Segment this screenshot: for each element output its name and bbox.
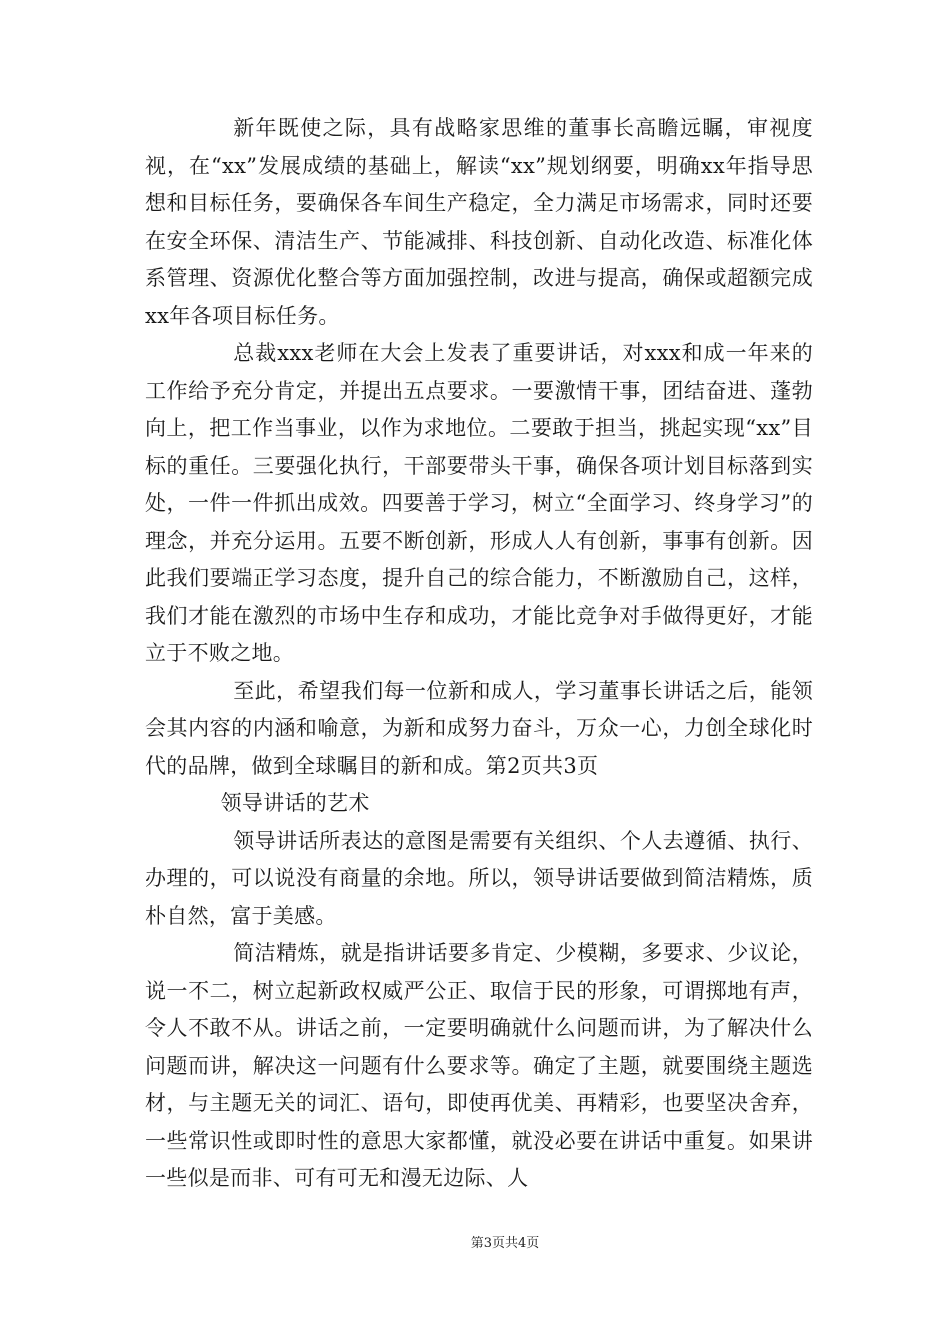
page-number-footer: 第3页共4页 [470,1236,540,1251]
section-paragraph: 简洁精炼，就是指讲话要多肯定、少模糊，多要求、少议论，说一不二，树立起新政权威严公正、取信于民的形象，可谓掷地有声，令人不敢不从。讲话之前，一定要明确就什么问题而讲，为了解决什么问题而讲，解决这一问题有什么要求等。确定了主题，就要围绕主题选材，与主题无关的词汇、语句，即使再优美、再精彩，也要坚决舍弃，一些常识性或即时性的意思大家都懂，就没必要在讲话中重复。如果讲一些似是而非、可有可无和漫无边际、人 [145,941,813,1190]
paragraph-president-speech: 总裁xxx老师在大会上发表了重要讲话，对xxx和成一年来的工作给予充分肯定，并提出五点要求。一要激情干事，团结奋进、蓬勃向上，把工作当事业，以作为求地位。二要敢于担当，挑起实现“xx”目标的重任。三要强化执行，干部要带头干事，确保各项计划目标落到实处，一件一件抓出成效。四要善于学习，树立“全面学习、终身学习”的理念，并充分运用。五要不断创新，形成人人有创新，事事有创新。因此我们要端正学习态度，提升自己的综合能力，不断激励自己，这样，我们才能在激烈的市场中生存和成功，才能比竞争对手做得更好，才能立于不败之地。 [145,341,813,665]
section-paragraph: 领导讲话所表达的意图是需要有关组织、个人去遵循、执行、办理的，可以说没有商量的余地。所以，领导讲话要做到简洁精炼，质朴自然，富于美感。 [145,828,813,928]
document-body [145,110,813,1198]
paragraph-conclusion: 至此，希望我们每一位新和成人，学习董事长讲话之后，能领会其内容的内涵和喻意，为新和成努力奋斗，万众一心，力创全球化时代的品牌，做到全球瞩目的新和成。第2页共3页 [145,678,813,778]
paragraph-intro: 新年既使之际，具有战略家思维的董事长高瞻远瞩，审视度视，在“xx”发展成绩的基础上，解读“xx”规划纲要，明确xx年指导思想和目标任务，要确保各车间生产稳定，全力满足市场需求，同时还要在安全环保、清洁生产、节能减排、科技创新、自动化改造、标准化体系管理、资源优化整合等方面加强控制，改进与提高，确保或超额完成xx年各项目标任务。 [145,116,813,328]
section-title: 领导讲话的艺术 [220,791,370,815]
